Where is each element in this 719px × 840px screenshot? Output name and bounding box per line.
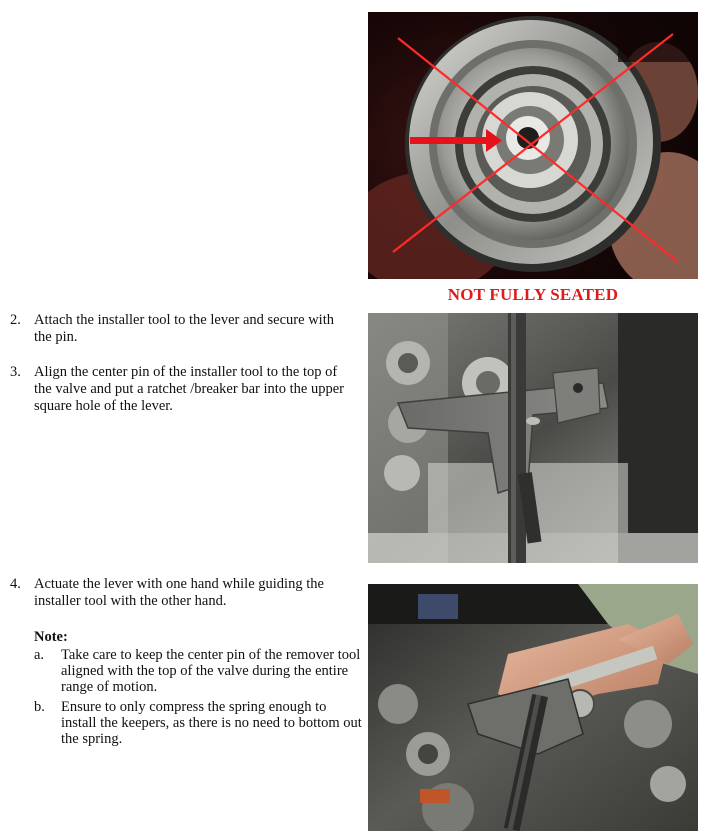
step-3 xyxy=(10,364,350,415)
step-number: 4. xyxy=(10,576,21,592)
step-4 xyxy=(10,576,350,610)
note-letter: a. xyxy=(34,647,45,663)
step-number: 3. xyxy=(10,364,21,380)
photo-actuating-lever xyxy=(368,584,698,831)
photo-not-fully-seated xyxy=(368,12,698,279)
step-text: Align the center pin of the installer tool to the top of the valve and put a ratchet /breaker bar into the upper square hole of the lever. xyxy=(34,364,345,414)
note-item-a xyxy=(34,647,364,695)
step-text: Attach the installer tool to the lever and secure with the pin. xyxy=(34,312,334,345)
photo-caption: NOT FULLY SEATED xyxy=(447,285,619,304)
note-text: Ensure to only compress the spring enough to install the keepers, as there is no need to bottom out the spring. xyxy=(61,699,362,747)
step-number: 2. xyxy=(10,312,21,328)
note-letter: b. xyxy=(34,699,45,715)
photo-installer-tool-lever xyxy=(368,313,698,563)
step-text: Actuate the lever with one hand while guiding the installer tool with the other hand. xyxy=(34,576,324,609)
note-item-b xyxy=(34,699,364,747)
step-2 xyxy=(10,312,350,346)
note-heading: Note: xyxy=(34,629,68,645)
note-text: Take care to keep the center pin of the remover tool aligned with the top of the valve during the entire range of motion. xyxy=(61,647,361,695)
